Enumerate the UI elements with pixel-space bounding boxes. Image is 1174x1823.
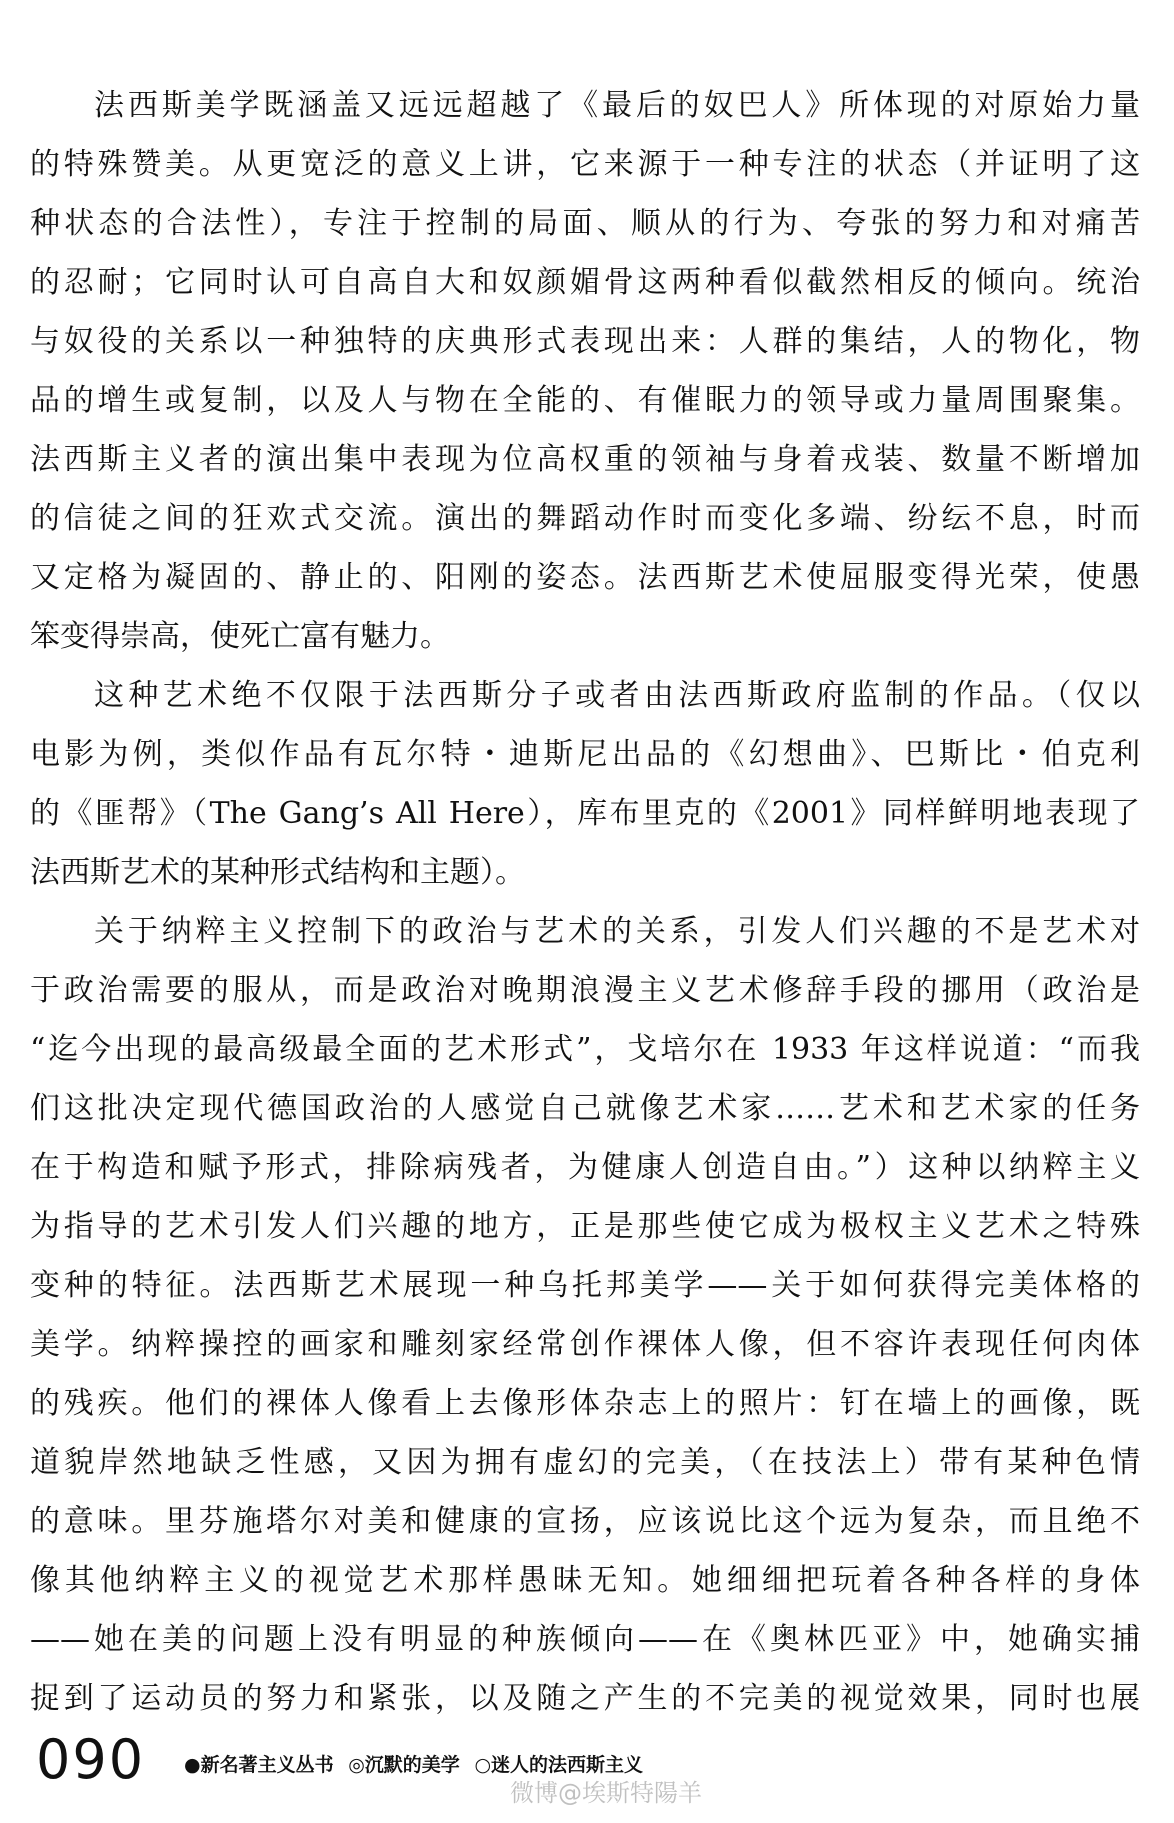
text-line: 品的增生或复制，以及人与物在全能的、有催眠力的领导或力量周围聚集。 xyxy=(30,383,1140,418)
text-line: 道貌岸然地缺乏性感，又因为拥有虚幻的完美，（在技法上）带有某种色情 xyxy=(30,1445,1140,1480)
text-line: ——她在美的问题上没有明显的种族倾向——在《奥林匹亚》中，她确实捕 xyxy=(30,1622,1140,1657)
page-number: 090 xyxy=(36,1728,146,1791)
paragraph-3 xyxy=(30,902,1140,1728)
text-line: “迄今出现的最高级最全面的艺术形式”，戈培尔在 1933 年这样说道：“而我 xyxy=(30,1032,1140,1067)
text-line: 们这批决定现代德国政治的人感觉自己就像艺术家……艺术和艺术家的任务 xyxy=(30,1091,1140,1126)
text-line: 关于纳粹主义控制下的政治与艺术的关系，引发人们兴趣的不是艺术对 xyxy=(94,914,1140,949)
text-line: 种状态的合法性），专注于控制的局面、顺从的行为、夸张的努力和对痛苦 xyxy=(30,206,1140,241)
text-line: 的残疾。他们的裸体人像看上去像形体杂志上的照片：钉在墙上的画像，既 xyxy=(30,1386,1140,1421)
text-line: 又定格为凝固的、静止的、阳刚的姿态。法西斯艺术使屈服变得光荣，使愚 xyxy=(30,560,1140,595)
text-line: 这种艺术绝不仅限于法西斯分子或者由法西斯政府监制的作品。（仅以 xyxy=(94,678,1140,713)
chapter-title: ○迷人的法西斯主义 xyxy=(474,1754,644,1776)
paragraph-1 xyxy=(30,76,1140,666)
text-line: 法西斯美学既涵盖又远远超越了《最后的奴巴人》所体现的对原始力量 xyxy=(94,88,1140,123)
watermark: 微博@埃斯特陽羊 xyxy=(510,1779,702,1807)
text-line: 的《匪帮》（The Gang’s All Here），库布里克的《2001》同样鲜明地表现了 xyxy=(30,796,1140,831)
body-text xyxy=(30,76,1140,1728)
paragraph-2 xyxy=(30,666,1140,902)
text-line: 电影为例，类似作品有瓦尔特・迪斯尼出品的《幻想曲》、巴斯比・伯克利 xyxy=(30,737,1140,772)
text-line: 的忍耐；它同时认可自高自大和奴颜媚骨这两种看似截然相反的倾向。统治 xyxy=(30,265,1140,300)
text-line: 在于构造和赋予形式，排除病残者，为健康人创造自由。”）这种以纳粹主义 xyxy=(30,1150,1140,1185)
text-line: 法西斯主义者的演出集中表现为位高权重的领袖与身着戎装、数量不断增加 xyxy=(30,442,1140,477)
text-line: 于政治需要的服从，而是政治对晚期浪漫主义艺术修辞手段的挪用（政治是 xyxy=(30,973,1140,1008)
text-line: 像其他纳粹主义的视觉艺术那样愚昧无知。她细细把玩着各种各样的身体 xyxy=(30,1563,1140,1598)
series-title: ●新名著主义丛书 xyxy=(184,1754,334,1776)
text-line: 捉到了运动员的努力和紧张，以及随之产生的不完美的视觉效果，同时也展 xyxy=(30,1681,1140,1716)
text-line: 的意味。里芬施塔尔对美和健康的宣扬，应该说比这个远为复杂，而且绝不 xyxy=(30,1504,1140,1539)
text-line: 法西斯艺术的某种形式结构和主题）。 xyxy=(30,855,525,890)
text-line: 的特殊赞美。从更宽泛的意义上讲，它来源于一种专注的状态（并证明了这 xyxy=(30,147,1140,182)
text-line: 变种的特征。法西斯艺术展现一种乌托邦美学——关于如何获得完美体格的 xyxy=(30,1268,1140,1303)
text-line: 与奴役的关系以一种独特的庆典形式表现出来：人群的集结，人的物化，物 xyxy=(30,324,1140,359)
text-line: 笨变得崇高，使死亡富有魅力。 xyxy=(30,619,450,654)
text-line: 美学。纳粹操控的画家和雕刻家经常创作裸体人像，但不容许表现任何肉体 xyxy=(30,1327,1140,1362)
book-title: ◎沉默的美学 xyxy=(348,1754,460,1776)
text-line: 为指导的艺术引发人们兴趣的地方，正是那些使它成为极权主义艺术之特殊 xyxy=(30,1209,1140,1244)
text-line: 的信徒之间的狂欢式交流。演出的舞蹈动作时而变化多端、纷纭不息，时而 xyxy=(30,501,1140,536)
